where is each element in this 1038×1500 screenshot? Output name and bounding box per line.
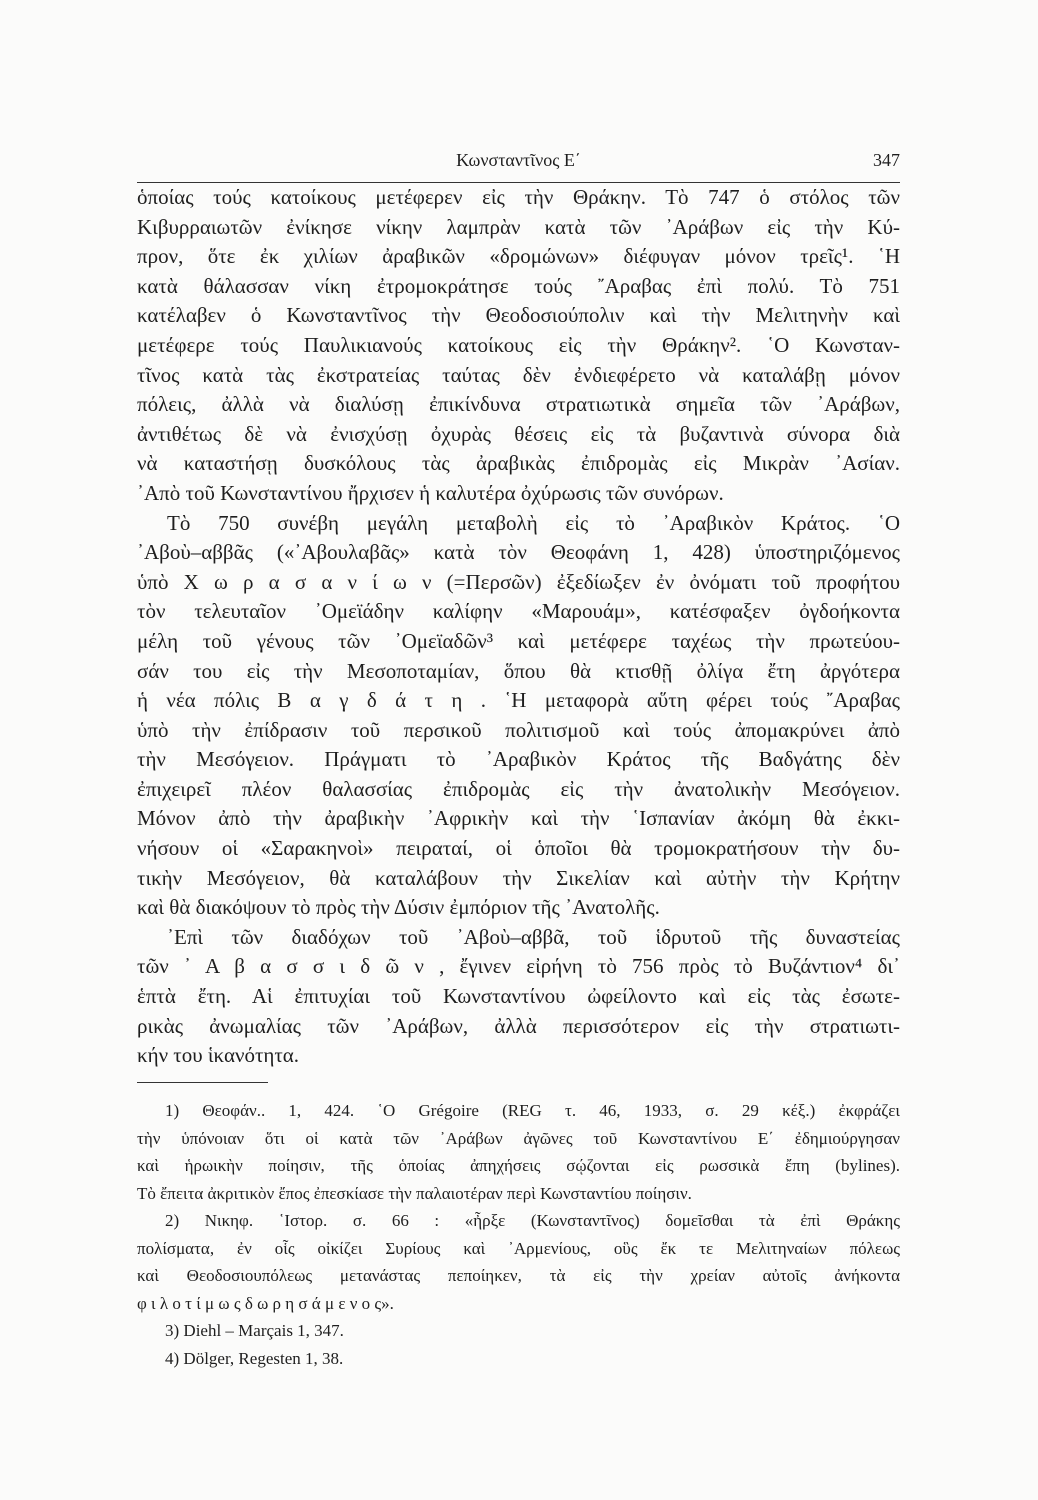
page-number: 347 xyxy=(873,150,900,170)
footnote-line: 4) Dölger, Regesten 1, 38. xyxy=(165,1348,344,1368)
text-line: τὸν τελευταῖον ᾿Ομεϊάδην καλίφην «Μαρουάμ», κατέσφαξεν ὀγδοήκοντα xyxy=(137,599,900,624)
text-line: ἀντιθέτως δὲ νὰ ἐνισχύσῃ ὀχυρὰς θέσεις εἰς τὰ βυζαντινὰ σύνορα διὰ xyxy=(137,421,900,446)
text-line: ὁποίας τούς κατοίκους μετέφερεν εἰς τὴν Θράκην. Τὸ 747 ὁ στόλος τῶν xyxy=(137,185,900,209)
footnote-line: 1) Θεοφάν.. 1, 424. ῾Ο Grégoire (REG τ. 46, 1933, σ. 29 κέξ.) ἐκφράζει xyxy=(165,1101,900,1120)
text-line: προν, ὅτε ἐκ χιλίων ἀραβικῶν «δρομώνων» διέφυγαν μόνον τρεῖς¹. ῾Η xyxy=(137,244,900,269)
footnote-line: φ ι λ ο τ ί μ ω ς δ ω ρ η σ ά μ ε ν ο ς». xyxy=(137,1293,394,1313)
footnote-line: 3) Diehl – Marçais 1, 347. xyxy=(165,1321,344,1340)
text-line: Κιβυρραιωτῶν ἐνίκησε νίκην λαμπρὰν κατὰ τῶν ᾿Αράβων εἰς τὴν Κύ- xyxy=(137,214,900,239)
text-line: ᾿Απὸ τοῦ Κωνσταντίνου ἤρχισεν ἡ καλυτέρα ὀχύρωσις τῶν συνόρων. xyxy=(137,480,724,505)
text-line: ἐπιχειρεῖ πλέον θαλασσίας ἐπιδρομὰς εἰς τὴν ἀνατολικὴν Μεσόγειον. xyxy=(137,776,900,801)
text-line: ᾿Επὶ τῶν διαδόχων τοῦ ᾿Αβοὺ–αββᾶ, τοῦ ἱδρυτοῦ τῆς δυναστείας xyxy=(167,924,900,949)
footnotes xyxy=(137,1097,900,1372)
text-line: τῶν ᾿ Α β α σ σ ι δ ῶ ν , ἔγινεν εἰρήνη τὸ 756 πρὸς τὸ Βυζάντιον⁴ δι᾿ xyxy=(137,954,900,979)
text-line: καὶ θὰ διακόψουν τὸ πρὸς τὴν Δύσιν ἐμπόριον τῆς ᾿Ανατολῆς. xyxy=(137,895,660,920)
footnote-line: τὴν ὑπόνοιαν ὅτι οἱ κατὰ τῶν ᾿Αράβων ἀγῶνες τοῦ Κωνσταντίνου Ε΄ ἐδημιούργησαν xyxy=(137,1128,900,1148)
text-line: Τὸ 750 συνέβη μεγάλη μεταβολὴ εἰς τὸ ᾿Αραβικὸν Κράτος. ῾Ο xyxy=(167,510,900,535)
text-line: τῖνος κατὰ τὰς ἐκστρατείας ταύτας δὲν ἐνδιεφέρετο νὰ καταλάβῃ μόνον xyxy=(137,362,900,387)
text-line: κατὰ θάλασσαν νίκη ἐτρομοκράτησε τούς ῎Αραβας ἐπὶ πολύ. Τὸ 751 xyxy=(137,273,900,298)
footnote-line: 2) Νικηφ. ῾Ιστορ. σ. 66 : «ἦρξε (Κωνσταντῖνος) δομεῖσθαι τὰ ἐπὶ Θράκης xyxy=(165,1211,900,1230)
text-line: σάν του εἰς τὴν Μεσοποταμίαν, ὅπου θὰ κτισθῇ ὀλίγα ἔτη ἀργότερα xyxy=(137,658,900,683)
text-line: ἑπτὰ ἔτη. Αἱ ἐπιτυχίαι τοῦ Κωνσταντίνου ὠφείλοντο καὶ εἰς τὰς ἐσωτε- xyxy=(137,984,900,1009)
text-line: κήν του ἱκανότητα. xyxy=(137,1043,300,1068)
footnote-rule xyxy=(137,1082,268,1083)
footnote-line: καὶ Θεοδοσιουπόλεως μετανάστας πεποίηκεν, τὰ εἰς τὴν χρείαν αὐτοῖς ἀνήκοντα xyxy=(137,1266,900,1285)
text-line: κατέλαβεν ὁ Κωνσταντῖνος τὴν Θεοδοσιούπολιν καὶ τὴν Μελιτηνὴν καὶ xyxy=(137,303,900,328)
text-line: νήσουν οἱ «Σαρακηνοὶ» πειραταί, οἱ ὁποῖοι θὰ τρομοκρατήσουν τὴν δυ- xyxy=(137,836,900,861)
footnote-line: Τὸ ἔπειτα ἀκριτικὸν ἔπος ἐπεσκίασε τὴν παλαιοτέραν περὶ Κωνσταντίου ποίησιν. xyxy=(137,1183,692,1203)
text-line: ᾿Αβοὺ–αββᾶς («᾿Αβουλαβᾶς» κατὰ τὸν Θεοφάνη 1, 428) ὑποστηριζόμενος xyxy=(137,540,900,565)
text-line: ὑπὸ τὴν ἐπίδρασιν τοῦ περσικοῦ πολιτισμοῦ καὶ τούς ἀπομακρύνει ἀπὸ xyxy=(137,717,900,742)
footnote-line: καὶ ἡρωικὴν ποίησιν, τῆς ὁποίας ἀπηχήσεις σῴζονται εἰς ρωσσικὰ ἔπη (bylines). xyxy=(137,1156,900,1175)
text-line: πόλεις, ἀλλὰ νὰ διαλύσῃ ἐπικίνδυνα στρατιωτικὰ σημεῖα τῶν ᾿Αράβων, xyxy=(137,392,900,417)
text-line: ὑπὸ Χ ω ρ α σ α ν ί ω ν (=Περσῶν) ἐξεδίωξεν ἐν ὀνόματι τοῦ προφήτου xyxy=(137,569,900,594)
main-text xyxy=(137,183,900,1071)
text-line: ρικὰς ἀνωμαλίας τῶν ᾿Αράβων, ἀλλὰ περισσότερον εἰς τὴν στρατιωτι- xyxy=(137,1013,900,1038)
text-line: ἡ νέα πόλις Β α γ δ ά τ η . ῾Η μεταφορὰ αὕτη φέρει τούς ῎Αραβας xyxy=(137,688,900,713)
text-line: νὰ καταστήσῃ δυσκόλους τὰς ἀραβικὰς ἐπιδρομὰς εἰς Μικρὰν ᾿Ασίαν. xyxy=(137,451,900,476)
text-line: Μόνον ἀπὸ τὴν ἀραβικὴν ᾿Αφρικὴν καὶ τὴν ῾Ισπανίαν ἀκόμη θὰ ἐκκι- xyxy=(137,806,900,831)
text-line: μετέφερε τούς Παυλικιανούς κατοίκους εἰς τὴν Θράκην². ῾Ο Κωνσταν- xyxy=(137,332,900,357)
text-line: μέλη τοῦ γένους τῶν ᾿Ομεϊαδῶν³ καὶ μετέφερε ταχέως τὴν πρωτεύου- xyxy=(137,628,900,653)
running-title: Κωνσταντῖνος Ε΄ xyxy=(456,150,581,170)
text-line: τὴν Μεσόγειον. Πράγματι τὸ ᾿Αραβικὸν Κράτος τῆς Βαδγάτης δὲν xyxy=(137,747,900,772)
text-line: τικὴν Μεσόγειον, θὰ καταλάβουν τὴν Σικελίαν καὶ αὐτὴν τὴν Κρήτην xyxy=(137,865,900,890)
footnote-line: πολίσματα, ἐν οἷς οἰκίζει Συρίους καὶ ᾿Αρμενίους, οὓς ἔκ τε Μελιτηναίων πόλεως xyxy=(137,1238,900,1258)
running-header xyxy=(137,150,900,180)
